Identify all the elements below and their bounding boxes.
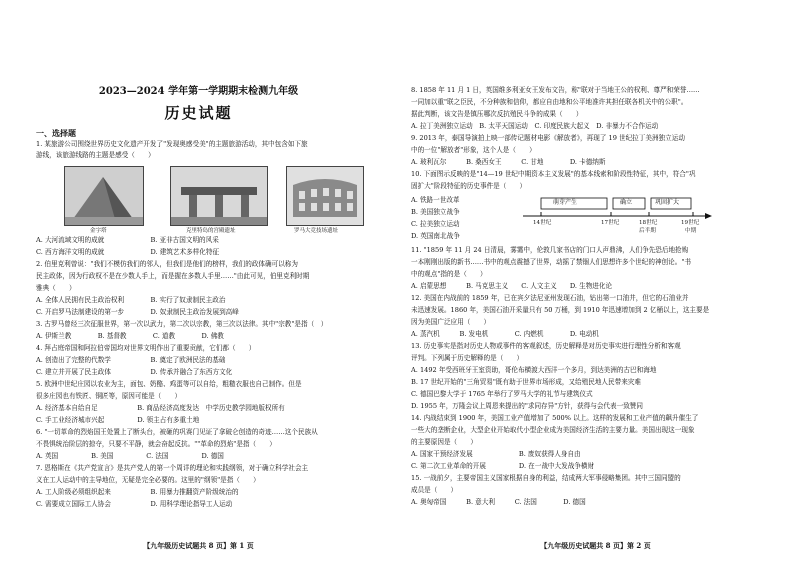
text-line: A. 大河流域文明的成就 B. 亚非古国文明的风采	[36, 236, 219, 244]
text-line: A. 伊斯兰教 B. 基督教 C. 道教 D. 佛教	[36, 332, 224, 340]
timeline-subtick-label: 后半期	[639, 228, 656, 234]
page-right	[397, 0, 794, 562]
text-line: A. 全体人民拥有民主政治权利 B. 实行了奴隶制民主政治	[36, 296, 226, 304]
text-line: 7. 恩格斯在《共产党宣言》是共产党人的第一个周详的理论和实践纲领，对于确立科学社会主	[36, 464, 309, 472]
text-line: 10. 下面图示反映的是"14—19 世纪中期资本主义发展"的基本线索和阶段性特征，其中，符合"巩	[411, 170, 696, 178]
text-line: A. 国家干预经济发展 B. 废奴获得人身自由	[411, 450, 581, 458]
timeline-tick-label: 17世纪	[601, 220, 620, 226]
text-line: D. 1955 年，万隆会议上周恩来提出的"求同存异"方针，获得与会代表一致赞同	[411, 402, 643, 410]
text-line: 1. 某旅游公司围绕世界历史文化遗产开发了"发现奥感受美"的主题旅游活动，其中包含如下旅	[36, 140, 308, 148]
text-line: B. 17 世纪开始的"三角贸易"既有助于世界市场形成，又给殖民地人民带来灾难	[411, 378, 641, 386]
timeline-stage-label: 萌芽产生	[553, 199, 578, 206]
text-line: 的主要原因是（ ）	[411, 438, 477, 446]
text-line: A. 英国 B. 美国 C. 法国 D. 德国	[36, 452, 224, 460]
timeline-stage-label: 确立	[620, 199, 633, 206]
image-caption: 罗马大竞技场遗址	[294, 228, 339, 234]
text-line: C. 德国巴黎大学于 1765 年举行了罗马大学的礼节与建筑仪式	[411, 390, 593, 398]
text-line: 成员是（ ）	[411, 486, 458, 494]
text-line: 2. 伯里克利曾说："我们不模仿我们的邻人，但我们是他们的榜样，我们的政体确可以称为	[36, 260, 298, 268]
text-line: C. 拉美独立运动	[411, 220, 460, 228]
timeline-subtick-label: 中期	[685, 228, 697, 234]
palace-ruins-image	[170, 166, 268, 226]
image-caption: 克里特岛的宫殿遗址	[186, 228, 236, 234]
text-line: A. 1492 年受西班牙王室资助，哥伦布横渡大西洋一个多月，到达美洲的古巴和海地	[411, 366, 657, 374]
text-line: A. 拉丁美洲独立运动 B. 太平天国运动 C. 印度民族大起义 D. 非暴力不合作运动	[411, 122, 659, 130]
text-line: 14. 内战结束到 1900 年，美国工业产值增加了 500% 以上。这样的发展和工业产值的飙升催生了	[411, 414, 699, 422]
text-line: A. 奥匈帝国 B. 意大利 C. 法国 D. 德国	[411, 498, 586, 506]
page-footer: 【九年级历史试题共 8 页】第 2 页	[540, 541, 651, 550]
text-line: 中的一位"解放者"形象，这个人是（ ）	[411, 146, 536, 154]
text-line: 一同加以重"联之臣民，不分种族和信仰，都应自由地和公平地准许其担任联各机关中的公职"。	[411, 98, 688, 106]
text-line: 很多庄园也有铁匠、铜匠等，原因可能是（ ）	[36, 392, 182, 400]
text-line: C. 第二次工业革命的开展 D. 在一战中大发战争横财	[411, 462, 595, 470]
timeline-tick-label: 19世纪	[681, 220, 700, 226]
text-line: 不畏惧统治阶层的掠夺，只要不平静，就会奋起反抗。""革命的烈焰"是指（ ）	[36, 440, 276, 448]
text-line: 因为美国广泛应用（ ）	[411, 318, 491, 326]
text-line: 义在工人运动中的主导地位，无疑是完全必要的。这里的"纲领"是指（ ）	[36, 476, 260, 484]
text-line: 中的观点"指的是（ ）	[411, 270, 487, 278]
timeline-stage-label: 巩固扩大	[655, 199, 680, 206]
text-line: A. 蒸汽机 B. 发电机 C. 内燃机 D. 电动机	[411, 330, 599, 338]
text-line: A. 创造出了完整的代数学 B. 奠定了欧洲民法的基础	[36, 356, 226, 364]
text-line: 未迅速发展。1860 年，美国石油开采量只有 50 万桶，到 1910 年迅速增加到 2 亿桶以上，这主要是	[411, 306, 710, 314]
text-line: 民主政体，因为行政权不是在少数人手上，而是握在多数人手里……"由此可见，伯里克利时期	[36, 272, 310, 280]
pyramid-image	[64, 166, 144, 226]
text-line: 15. 一战前夕，主要帝国主义国家根据自身的利益，结成两大军事侵略集团。其中三国同盟的	[411, 474, 681, 482]
text-line: C. 需要成立国际工人协会 D. 用科学理论指导工人运动	[36, 500, 233, 508]
text-line: 12. 美国在内战前的 1859 年，已在宾夕法尼亚州发现石油，钻出第一口油井，但它的石油业并	[411, 294, 689, 302]
text-line: 13. 历史事实是指对历史人物或事件的客观叙述，历史解释是对历史事实进行理性分析和客观	[411, 342, 681, 350]
text-line: C. 开启罗马法制建设的第一步 D. 奴隶制民主政治发展到高峰	[36, 308, 239, 316]
text-line: A. 铁路一世改革	[411, 196, 460, 204]
page-footer: 【九年级历史试题共 8 页】第 1 页	[143, 541, 254, 550]
image-caption: 金字塔	[90, 228, 107, 234]
text-line: 一本刚刚出版的新书……书中的观点震撼了世界，动摇了禁锢人们思想许多个世纪的神创论。"书	[411, 258, 691, 266]
text-line: A. 启蒙思想 B. 马克思主义 C. 人文主义 D. 生物进化论	[411, 282, 613, 290]
text-line: A. 工人阶级必须组织起来 B. 用暴力推翻资产阶级统治的	[36, 488, 239, 496]
timeline-tick-label: 14世纪	[533, 220, 552, 226]
text-line: 评判。下列属于历史解释的是（ ）	[411, 354, 524, 362]
text-line: A. 经济基本自给自足 B. 商品经济高度发达 中学历史教学园地版权所有	[36, 404, 285, 412]
exam-title: 2023—2024 学年第一学期期末检测九年级	[98, 86, 299, 97]
text-line: D. 英国南北战争	[411, 232, 460, 240]
text-line: 据此判断，该文告是镇压哪次反抗殖民斗争的成果（ ）	[411, 110, 583, 118]
colosseum-image	[286, 166, 364, 226]
text-line: 6. "一切革命的烈焰国王处置上了断头台，被砸的巩赛门见证了拿破仑创造的奇迹……这个民族从	[36, 428, 318, 436]
text-line: B. 美国独立战争	[411, 208, 460, 216]
timeline-tick-label: 18世纪	[639, 220, 658, 226]
text-line: 11. "1859 年 11 月 24 日清晨，雾霭中，伦敦几家书店的门口人声鼎沸，人们争先恐后地抢购	[411, 246, 689, 254]
text-line: 雅典（ ）	[36, 284, 76, 292]
text-line: 3. 古罗马曾经三次征服世界，第一次以武力，第二次以宗教，第三次以法律。其中"宗教"是指（ ）	[36, 320, 328, 328]
text-line: C. 西方海洋文明的成就 D. 建筑艺术多样化特征	[36, 248, 220, 256]
text-line: 固扩大"阶段特征的历史事件是（ ）	[411, 182, 527, 190]
text-line: C. 手工业经济城市兴起 D. 领主占有多重土地	[36, 416, 200, 424]
text-line: 一些大的垄断企业，大型企业开始取代小型企业成为美国经济生活的主要力量。美国出现这一现象	[411, 426, 695, 434]
text-line: 4. 拜占庭帝国和阿拉伯帝国均对世界文明作出了重要贡献，它们都（ ）	[36, 344, 256, 352]
text-line: 8. 1858 年 11 月 1 日，英国维多利亚女王发布文告，称"联对于当地王公的权利、尊严和荣誉……	[411, 86, 700, 94]
exam-subject: 历史试题	[164, 104, 233, 122]
text-line: 5. 欧洲中世纪庄园以农业为主，面包、奶酪、鸡蛋等可以自给，粗糙衣服也自己制作。但是	[36, 380, 302, 388]
text-line: 游线，该旅游线路的主题是感受（ ）	[36, 151, 155, 159]
section-heading: 一、选择题	[36, 128, 76, 138]
text-line: C. 建立并开展了民主政体 D. 传承并融合了东西方文化	[36, 368, 233, 376]
text-line: 9. 2013 年，泰国导演拍上映一部传记题材电影《解放者》，再现了 19 世纪拉丁美洲独立运动	[411, 134, 685, 142]
text-line: A. 玻利瓦尔 B. 桑西女王 C. 甘地 D. 卡德纳斯	[411, 158, 606, 166]
